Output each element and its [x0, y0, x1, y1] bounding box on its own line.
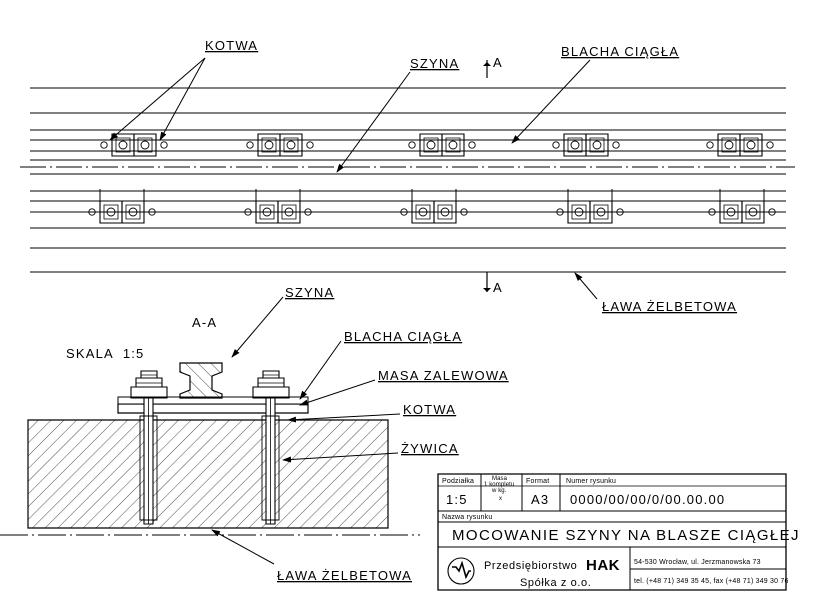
plan-lower-clamps	[89, 189, 775, 223]
right-clamp-assembly	[253, 371, 289, 398]
titleblock-header-podzialka: Podziałka	[442, 478, 475, 485]
company-line2: Spółka z o.o.	[520, 577, 592, 589]
section-label-zywica: ŻYWICA	[401, 441, 459, 456]
plan-upper-clamps	[101, 134, 773, 156]
section-mark-bottom-label: A	[493, 280, 503, 295]
section-label-kotwa: KOTWA	[403, 402, 457, 417]
titleblock-value-podzialka: 1:5	[446, 492, 468, 507]
concrete-foundation	[28, 420, 388, 528]
plan-label-kotwa: KOTWA	[205, 38, 259, 53]
titleblock-value-numer: 0000/00/00/0/00.00.00	[570, 492, 726, 507]
section-label-lawa-zelbetowa: ŁAWA ŻELBETOWA	[277, 568, 413, 583]
titleblock-header-format: Format	[526, 478, 550, 485]
section-mark-bottom	[483, 272, 503, 295]
titleblock-header-masa-2: 1 kompletu	[484, 482, 515, 488]
section-label-masa-zalewowa: MASA ZALEWOWA	[378, 368, 509, 383]
titleblock-label-nazwa: Nazwa rysunku	[442, 514, 493, 521]
left-clamp-assembly	[131, 371, 167, 398]
section-name-label: A-A	[192, 315, 218, 330]
plan-leaders	[110, 58, 597, 299]
plan-label-szyna: SZYNA	[410, 56, 460, 71]
plan-label-blacha-ciagla: BLACHA CIĄGŁA	[561, 44, 680, 59]
company-phone: tel. (+48 71) 349 35 45, fax (+48 71) 349 30 76	[634, 578, 789, 585]
company-line1: Przedsiębiorstwo	[484, 560, 578, 572]
section-mark-top-label: A	[493, 55, 503, 70]
section-mark-top	[483, 55, 503, 78]
plan-label-lawa-zelbetowa: ŁAWA ŻELBETOWA	[602, 299, 738, 314]
plan-outlines	[30, 88, 786, 272]
section-scale-label: SKALA 1:5	[66, 346, 145, 361]
titleblock-header-numer: Numer rysunku	[566, 478, 617, 485]
titleblock-value-format: A3	[531, 492, 550, 507]
section-label-szyna: SZYNA	[285, 285, 335, 300]
titleblock-header-masa-3: w kg.	[492, 488, 507, 494]
titleblock-value-masa: x	[499, 496, 503, 502]
titleblock-value-nazwa: MOCOWANIE SZYNY NA BLASZE CIĄGŁEJ	[452, 527, 800, 544]
title-block	[438, 474, 800, 590]
section-label-blacha-ciagla: BLACHA CIĄGŁA	[344, 329, 463, 344]
plan-view	[20, 38, 795, 314]
section-view	[0, 285, 509, 583]
company-address: 54-530 Wrocław, ul. Jerzmanowska 73	[634, 559, 761, 566]
rail-profile	[180, 363, 222, 398]
company-logo-text: HAK	[586, 557, 620, 574]
titleblock-header-masa-1: Masa	[492, 476, 508, 482]
